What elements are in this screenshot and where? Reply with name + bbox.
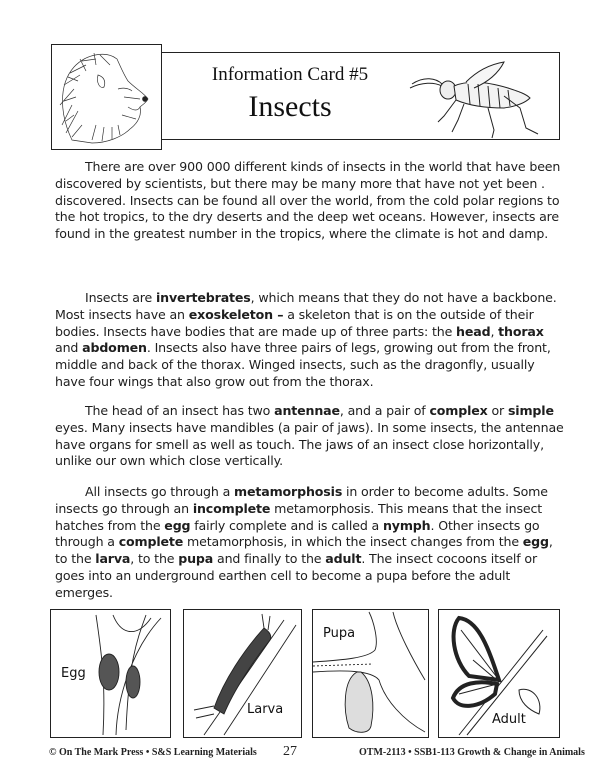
paragraph-invertebrates [55, 290, 567, 391]
card-title: Insects [248, 90, 332, 123]
bold-term: metamorphosis [234, 484, 343, 499]
text-run: a skeleton that is on the outside of their bodies. Insects have bodies that are made up of three parts: the [55, 306, 534, 339]
bold-term: incomplete [192, 500, 271, 516]
text-run: , [490, 323, 499, 339]
text-run: . Insects also have three pairs of legs, growing out from the front, middle and back of the thorax. Winged insects, such as the dragonfly, usually have four wings that also grow out from the thorax. [55, 340, 551, 389]
lion-illustration-box [51, 44, 162, 150]
text-run: and finally to the [213, 551, 326, 567]
text-run: fairly complete and is called a [190, 517, 383, 533]
stage-label-larva: Larva [247, 702, 284, 717]
stage-panel-pupa [312, 609, 429, 738]
bold-term: simple [507, 403, 554, 418]
lion-head-icon [52, 45, 161, 149]
text-run: metamorphosis. This means that the insect hatches from the [55, 500, 543, 533]
bold-term: abdomen [82, 340, 147, 356]
text-run: , to the [55, 534, 553, 567]
text-run: . The insect cocoons itself or goes into an underground earthen cell to become a pupa before the adult emerges. [55, 551, 538, 600]
text-run: , which means that they do not have a backbone. Most insects have an [55, 290, 557, 322]
text-run: and [55, 340, 83, 356]
text-run: , and a pair of [339, 403, 430, 418]
text-run: or [487, 403, 508, 418]
text-run: All insects go through a [85, 484, 234, 499]
text-run: . Other insects go through a [55, 517, 540, 550]
caterpillar-icon [184, 610, 301, 737]
stage-label-egg: Egg [61, 666, 86, 681]
page-number: 27 [283, 744, 297, 759]
text-run: There are over 900 000 different kinds of insects in the world that have been discovered by scientists, but there may be many more that have not yet been . discovered. Insects can be found all over the world, from the cold polar regions to the hot tropics, to the dry deserts and the deep wet oceans. However, insects are found in the greatest number in the tropics, where the climate is hot and damp. [55, 159, 561, 242]
text-run: metamorphosis, in which the insect changes from the [183, 534, 523, 550]
stage-label-pupa: Pupa [323, 626, 356, 641]
bold-term: larva [95, 551, 131, 567]
stage-label-adult: Adult [492, 712, 526, 727]
bold-term: thorax [498, 323, 544, 339]
bold-term: egg [164, 517, 191, 533]
footer-copyright: © On The Mark Press • S&S Learning Materials [49, 747, 257, 758]
stage-panel-larva [183, 609, 302, 738]
text-run: Insects are [85, 290, 157, 305]
bold-term: complex [429, 403, 488, 418]
footer-product-code: OTM-2113 • SSB1-113 Growth & Change in Animals [359, 747, 585, 758]
paragraph-metamorphosis [55, 484, 567, 602]
text-run: The head of an insect has two [85, 403, 275, 418]
text-run: eyes. Many insects have mandibles (a pair of jaws). In some insects, the antennae have organs for smell as well as touch. The jaws of an insect close horizontally, unlike our own which close vertically. [55, 419, 564, 469]
bold-term: egg [522, 534, 549, 550]
text-run: in order to become adults. Some insects go through an [55, 484, 548, 516]
text-run: , to the [130, 551, 179, 567]
stage-panel-adult [438, 609, 560, 738]
card-label: Information Card #5 [211, 64, 369, 85]
grasshopper-icon [408, 60, 558, 140]
paragraph-head [55, 403, 567, 470]
bold-term: complete [118, 534, 184, 550]
bold-term: invertebrates [156, 290, 251, 305]
bold-term: antennae [274, 403, 340, 418]
stage-panel-egg [50, 609, 171, 738]
bold-term: pupa [178, 551, 214, 567]
bold-term: head [456, 323, 491, 339]
paragraph-intro [55, 159, 567, 243]
bold-term: nymph [382, 517, 431, 533]
bold-term: exoskeleton – [188, 306, 284, 322]
grasshopper-illustration [408, 60, 558, 140]
bold-term: adult [325, 551, 362, 567]
